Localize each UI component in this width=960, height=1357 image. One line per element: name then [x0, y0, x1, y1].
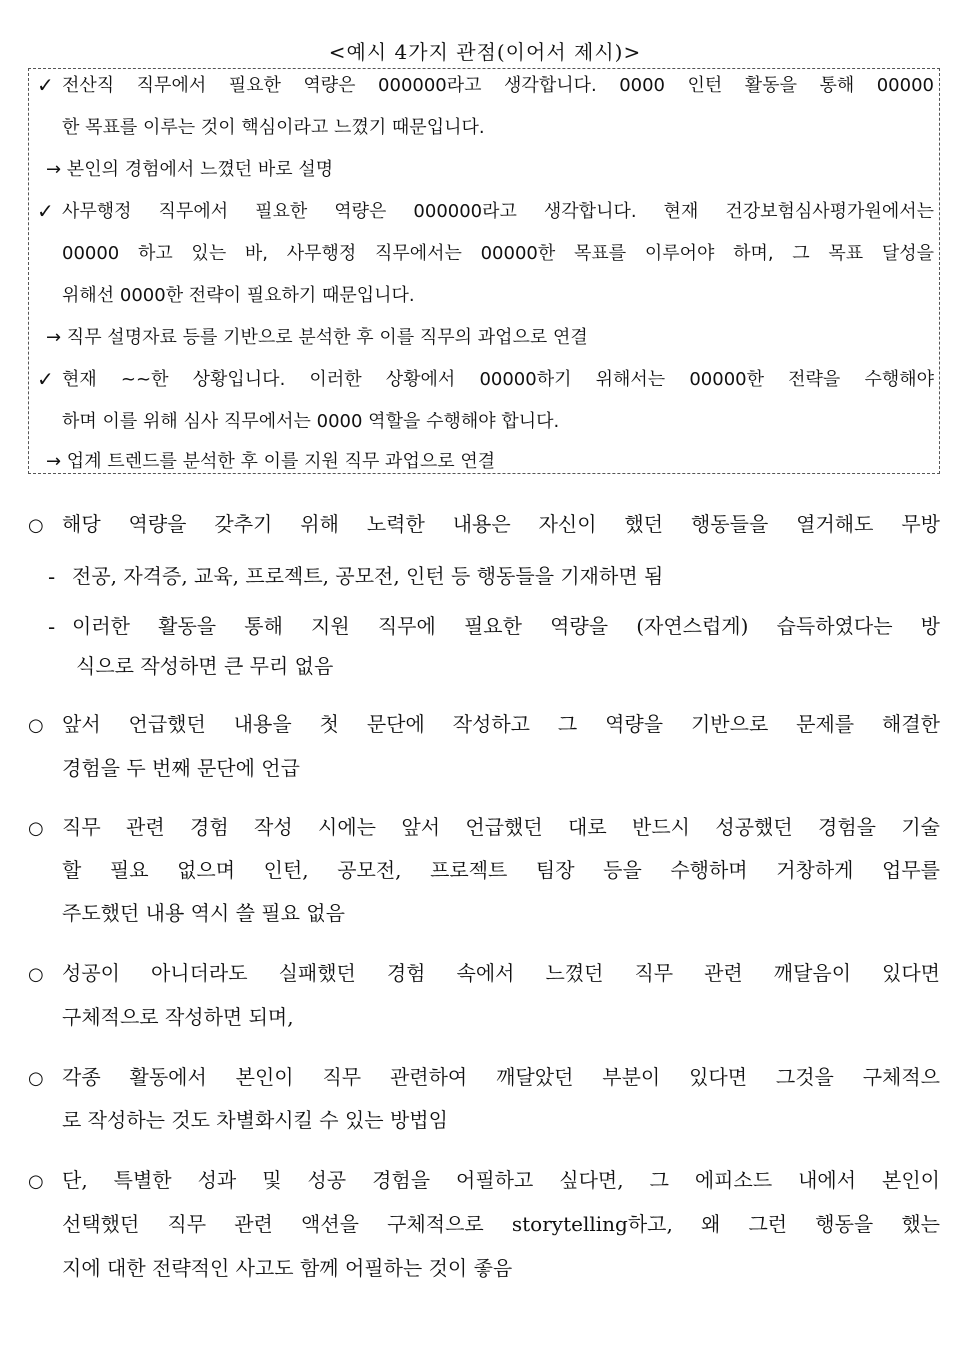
example-3-line-1: 현재 ~~한 상황입니다. 이러한 상황에서 00000하기 위해서는 00000한 전략을 수행해야	[62, 369, 934, 390]
paragraph-6-line-3: 지에 대한 전략적인 사고도 함께 어필하는 것이 좋음	[62, 1256, 513, 1280]
dash-bullet-icon: -	[48, 615, 56, 639]
bullet-circle-icon: ○	[28, 818, 44, 839]
page-title: <예시 4가지 관점(이어서 제시)>	[328, 40, 642, 64]
paragraph-2-line-1: 앞서 언급했던 내용을 첫 문단에 작성하고 그 역량을 기반으로 문제를 해결한	[62, 712, 940, 736]
example-2-line-1: 사무행정 직무에서 필요한 역량은 000000라고 생각합니다. 현재 건강보험심사평가원에서는	[62, 201, 934, 222]
paragraph-6-line-1: 단, 특별한 성과 및 성공 경험을 어필하고 싶다면, 그 에피소드 내에서 본인이	[62, 1168, 940, 1192]
paragraph-3-line-3: 주도했던 내용 역시 쓸 필요 없음	[62, 901, 345, 925]
bullet-circle-icon: ○	[28, 515, 44, 536]
example-2-note: → 직무 설명자료 등를 기반으로 분석한 후 이를 직무의 과업으로 연결	[46, 327, 588, 348]
paragraph-3-line-1: 직무 관련 경험 작성 시에는 앞서 언급했던 대로 반드시 성공했던 경험을 기술	[62, 815, 940, 839]
checkmark-icon: ✓	[37, 73, 54, 97]
paragraph-1-line-1: 해당 역량을 갖추기 위해 노력한 내용은 자신이 했던 행동들을 열거해도 무방	[62, 512, 940, 536]
checkmark-icon: ✓	[37, 199, 54, 223]
paragraph-1-sub-2-line-1: 이러한 활동을 통해 지원 직무에 필요한 역량을 (자연스럽게) 습득하였다는 방	[72, 614, 940, 638]
example-2-line-2: 00000 하고 있는 바, 사무행정 직무에서는 00000한 목표를 이루어야 하며, 그 목표 달성을	[62, 243, 934, 264]
example-1-line-1: 전산직 직무에서 필요한 역량은 000000라고 생각합니다. 0000 인턴 활동을 통해 00000	[62, 75, 934, 96]
paragraph-5-line-1: 각종 활동에서 본인이 직무 관련하여 깨달았던 부분이 있다면 그것을 구체적으	[62, 1065, 940, 1089]
paragraph-3-line-2: 할 필요 없으며 인턴, 공모전, 프로젝트 팀장 등을 수행하며 거창하게 업무를	[62, 858, 940, 882]
bullet-circle-icon: ○	[28, 715, 44, 736]
example-2-line-3: 위해선 0000한 전략이 필요하기 때문입니다.	[62, 285, 415, 306]
dash-bullet-icon: -	[48, 565, 56, 589]
paragraph-2-line-2: 경험을 두 번째 문단에 언급	[62, 756, 300, 780]
example-1-note: → 본인의 경험에서 느꼈던 바로 설명	[46, 159, 334, 180]
bullet-circle-icon: ○	[28, 1068, 44, 1089]
example-1-line-2: 한 목표를 이루는 것이 핵심이라고 느꼈기 때문입니다.	[62, 117, 485, 138]
paragraph-4-line-1: 성공이 아니더라도 실패했던 경험 속에서 느꼈던 직무 관련 깨달음이 있다면	[62, 961, 940, 985]
bullet-circle-icon: ○	[28, 964, 44, 985]
paragraph-6-line-2: 선택했던 직무 관련 액션을 구체적으로 storytelling하고, 왜 그런 행동을 했는	[62, 1212, 940, 1236]
paragraph-5-line-2: 로 작성하는 것도 차별화시킬 수 있는 방법임	[62, 1108, 448, 1132]
bullet-circle-icon: ○	[28, 1171, 44, 1192]
example-3-note: → 업계 트렌드를 분석한 후 이를 지원 직무 과업으로 연결	[46, 451, 496, 472]
paragraph-1-sub-2-line-2: 식으로 작성하면 큰 무리 없음	[76, 654, 334, 678]
example-3-line-2: 하며 이를 위해 심사 직무에서는 0000 역할을 수행해야 합니다.	[62, 411, 560, 432]
paragraph-4-line-2: 구체적으로 작성하면 되며,	[62, 1005, 294, 1029]
paragraph-1-sub-1: 전공, 자격증, 교육, 프로젝트, 공모전, 인턴 등 행동들을 기재하면 됨	[72, 564, 664, 588]
checkmark-icon: ✓	[37, 367, 54, 391]
